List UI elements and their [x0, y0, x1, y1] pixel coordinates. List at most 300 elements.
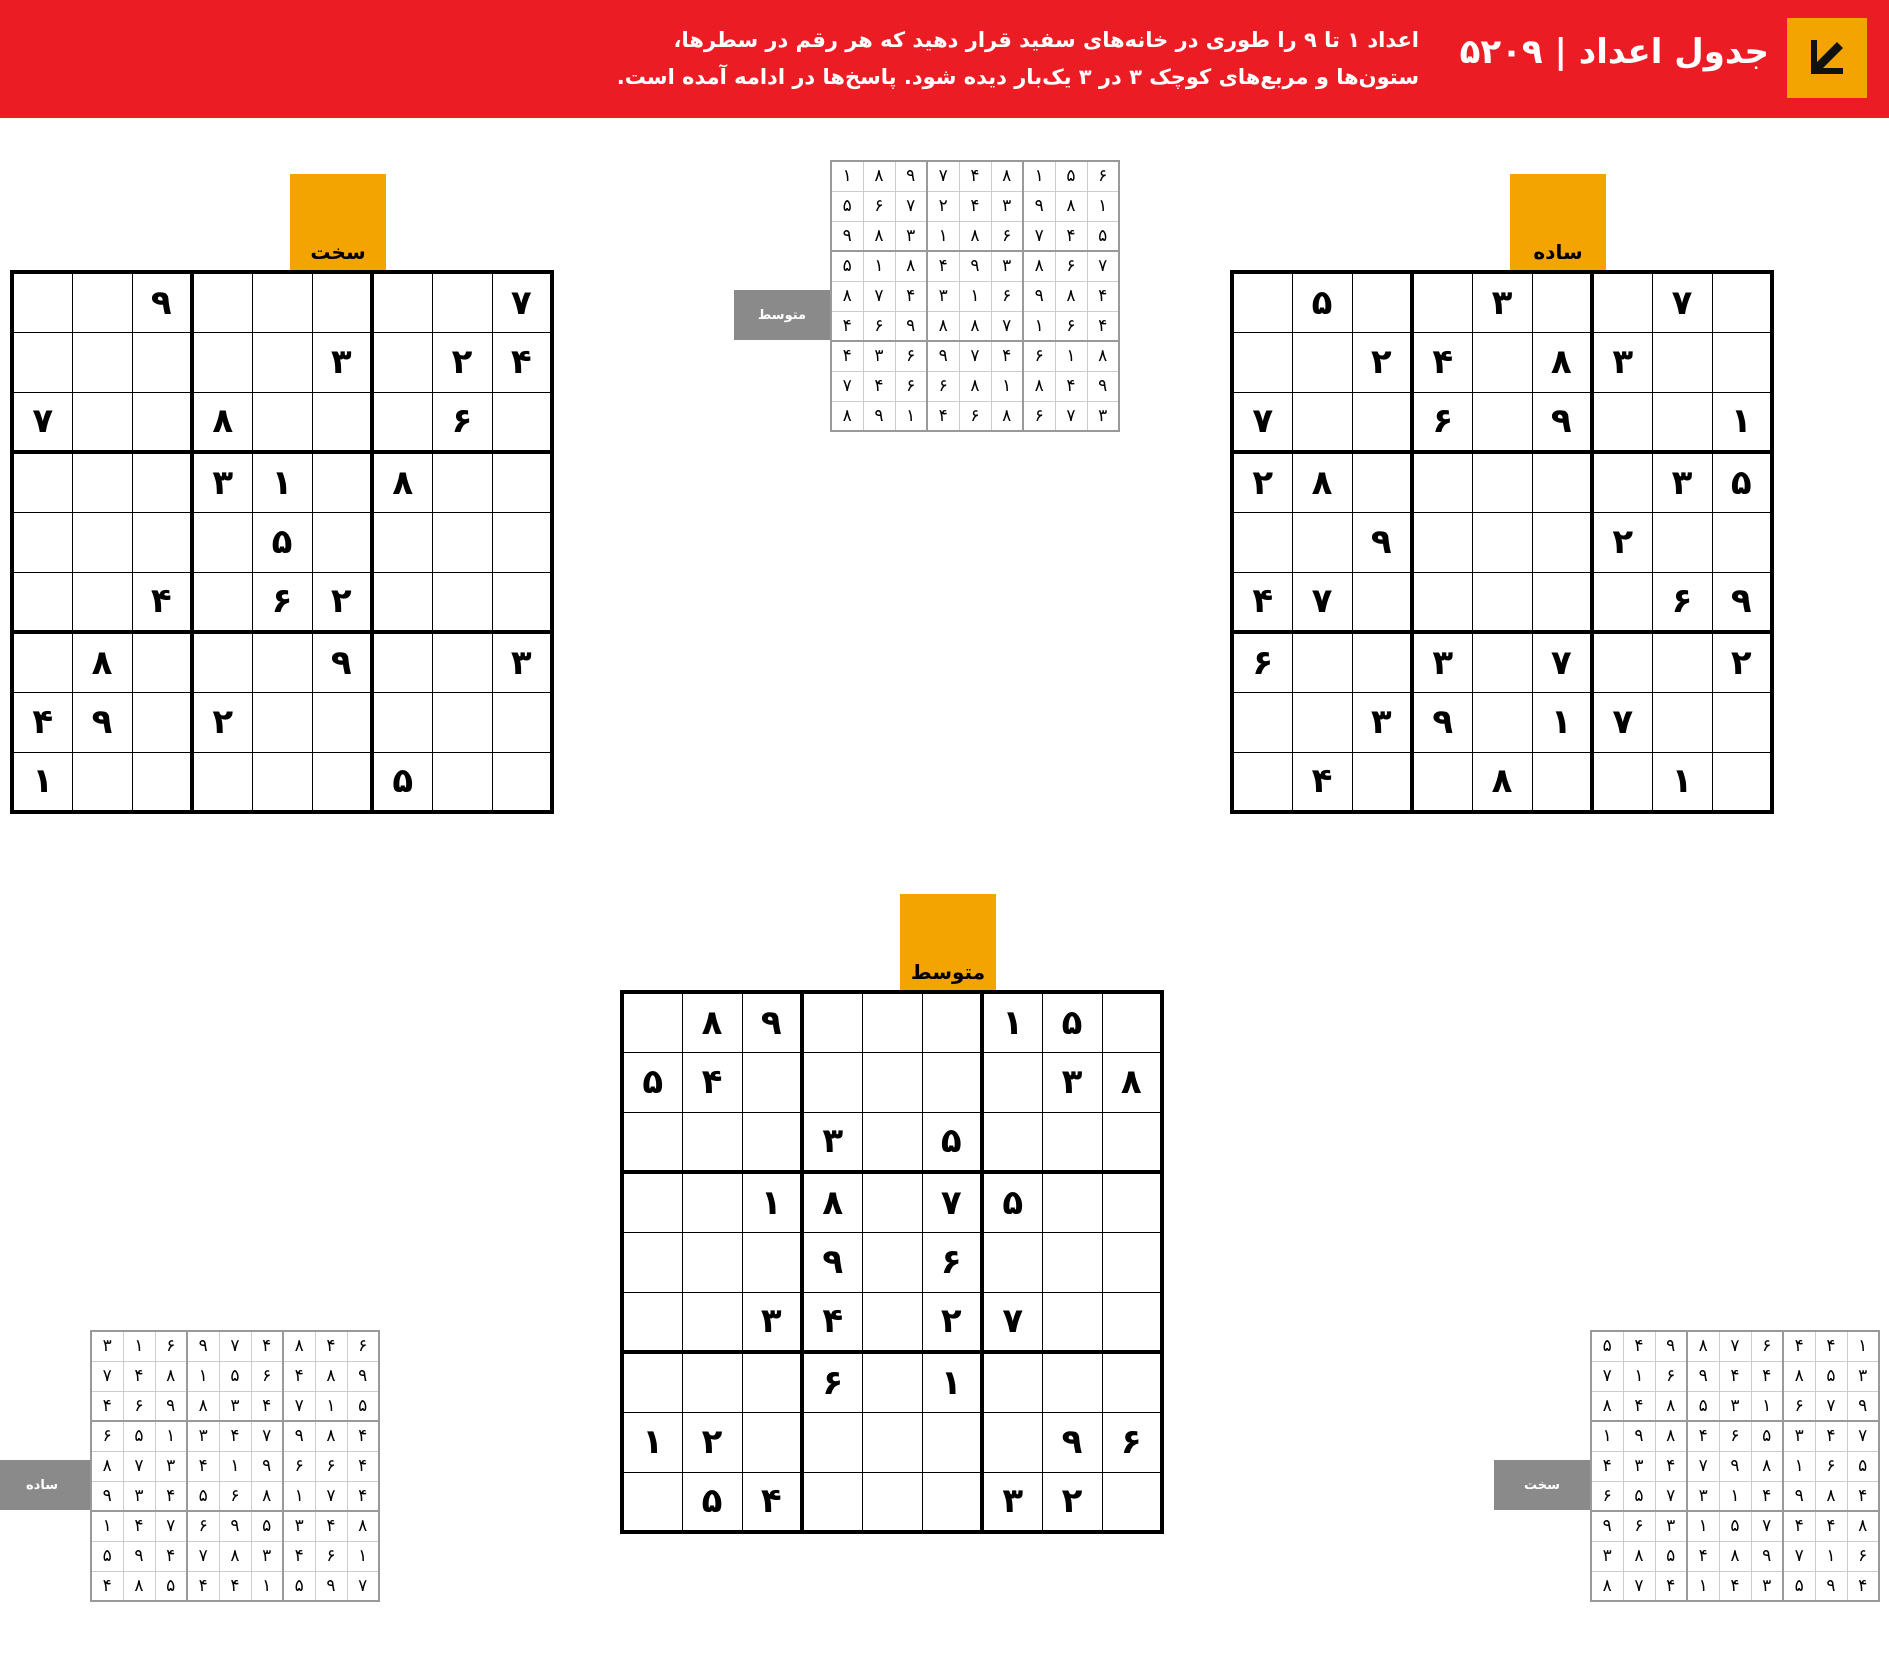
puzzle-cell[interactable] — [1532, 272, 1592, 332]
puzzle-cell[interactable] — [192, 332, 252, 392]
puzzle-cell[interactable] — [72, 452, 132, 512]
puzzle-cell[interactable]: ۶ — [1232, 632, 1292, 692]
puzzle-cell[interactable] — [862, 1232, 922, 1292]
puzzle-cell[interactable]: ۱ — [1652, 752, 1712, 812]
puzzle-cell[interactable] — [252, 272, 312, 332]
solution-cell: ۴ — [831, 341, 863, 371]
sudoku-grid-easy[interactable] — [1230, 270, 1774, 814]
puzzle-cell[interactable] — [1712, 752, 1772, 812]
puzzle-cell[interactable] — [742, 1232, 802, 1292]
sudoku-grid-medium[interactable] — [620, 990, 1164, 1534]
puzzle-cell[interactable] — [1532, 572, 1592, 632]
puzzle-cell[interactable]: ۵ — [982, 1172, 1042, 1232]
puzzle-cell[interactable]: ۳ — [492, 632, 552, 692]
puzzle-cell[interactable] — [312, 692, 372, 752]
puzzle-cell[interactable]: ۲ — [1232, 452, 1292, 512]
arrow-logo-icon — [1803, 34, 1851, 82]
solution-cell: ۴ — [155, 1541, 187, 1571]
puzzle-cell[interactable] — [1292, 692, 1352, 752]
puzzle-cell[interactable] — [1232, 332, 1292, 392]
puzzle-cell[interactable]: ۴ — [1292, 752, 1352, 812]
puzzle-cell[interactable]: ۸ — [192, 392, 252, 452]
puzzle-cell[interactable]: ۲ — [922, 1292, 982, 1352]
puzzle-cell[interactable] — [1352, 452, 1412, 512]
puzzle-cell[interactable]: ۴ — [492, 332, 552, 392]
solution-cell: ۶ — [1847, 1541, 1879, 1571]
puzzle-cell[interactable] — [192, 512, 252, 572]
puzzle-cell[interactable] — [1102, 992, 1162, 1052]
puzzle-cell[interactable] — [1232, 752, 1292, 812]
puzzle-cell[interactable]: ۱ — [982, 992, 1042, 1052]
puzzle-cell[interactable] — [492, 692, 552, 752]
puzzle-cell[interactable] — [742, 1052, 802, 1112]
puzzle-cell[interactable] — [1232, 692, 1292, 752]
solution-cell: ۹ — [1719, 1451, 1751, 1481]
puzzle-cell[interactable] — [492, 572, 552, 632]
puzzle-cell[interactable] — [72, 752, 132, 812]
puzzle-cell[interactable] — [1472, 632, 1532, 692]
puzzle-cell[interactable] — [72, 332, 132, 392]
puzzle-cell[interactable] — [1712, 692, 1772, 752]
puzzle-cell[interactable] — [312, 752, 372, 812]
solution-cell: ۸ — [991, 161, 1023, 191]
puzzle-cell[interactable] — [1102, 1472, 1162, 1532]
puzzle-cell[interactable] — [1232, 512, 1292, 572]
puzzle-cell[interactable] — [862, 992, 922, 1052]
solution-cell: ۷ — [1655, 1481, 1687, 1511]
puzzle-cell[interactable]: ۹ — [1712, 572, 1772, 632]
puzzle-cell[interactable] — [72, 572, 132, 632]
puzzle-cell[interactable] — [1592, 752, 1652, 812]
puzzle-cell[interactable] — [12, 512, 72, 572]
solution-cell: ۶ — [283, 1451, 315, 1481]
puzzle-cell[interactable] — [862, 1172, 922, 1232]
puzzle-cell[interactable] — [862, 1412, 922, 1472]
puzzle-cell[interactable] — [742, 1112, 802, 1172]
puzzle-cell[interactable] — [1652, 392, 1712, 452]
puzzle-cell[interactable] — [1102, 1352, 1162, 1412]
grid-row — [1591, 1391, 1879, 1421]
puzzle-cell[interactable] — [1592, 452, 1652, 512]
puzzle-cell[interactable] — [622, 1292, 682, 1352]
solution-cell: ۴ — [927, 251, 959, 281]
puzzle-cell[interactable]: ۳ — [802, 1112, 862, 1172]
puzzle-cell[interactable]: ۶ — [1652, 572, 1712, 632]
puzzle-cell[interactable]: ۵ — [1042, 992, 1102, 1052]
puzzle-cell[interactable]: ۷ — [1532, 632, 1592, 692]
solution-cell: ۳ — [1751, 1571, 1783, 1601]
solution-cell: ۴ — [283, 1361, 315, 1391]
solution-cell: ۹ — [1623, 1421, 1655, 1451]
solution-cell: ۶ — [895, 371, 927, 401]
puzzle-cell[interactable]: ۲ — [1042, 1472, 1102, 1532]
puzzle-cell[interactable] — [192, 632, 252, 692]
puzzle-cell[interactable] — [1412, 452, 1472, 512]
puzzle-cell[interactable] — [802, 1412, 862, 1472]
puzzle-cell[interactable] — [12, 332, 72, 392]
puzzle-cell[interactable] — [1412, 572, 1472, 632]
puzzle-cell[interactable] — [1102, 1232, 1162, 1292]
puzzle-cell[interactable] — [682, 1172, 742, 1232]
solution-cell: ۵ — [1687, 1391, 1719, 1421]
puzzle-cell[interactable]: ۱ — [1712, 392, 1772, 452]
puzzle-cell[interactable] — [192, 752, 252, 812]
solution-grid-medium — [830, 160, 1120, 432]
puzzle-cell[interactable] — [1712, 272, 1772, 332]
puzzle-cell[interactable]: ۷ — [982, 1292, 1042, 1352]
puzzle-cell[interactable]: ۳ — [312, 332, 372, 392]
puzzle-cell[interactable] — [192, 572, 252, 632]
puzzle-cell[interactable] — [982, 1112, 1042, 1172]
solution-cell: ۴ — [315, 1511, 347, 1541]
puzzle-cell[interactable]: ۷ — [1592, 692, 1652, 752]
puzzle-cell[interactable] — [1712, 512, 1772, 572]
puzzle-cell[interactable] — [372, 332, 432, 392]
puzzle-cell[interactable] — [1472, 392, 1532, 452]
puzzle-cell[interactable] — [1352, 272, 1412, 332]
puzzle-cell[interactable]: ۴ — [802, 1292, 862, 1352]
puzzle-cell[interactable] — [922, 1412, 982, 1472]
puzzle-cell[interactable]: ۵ — [1292, 272, 1352, 332]
puzzle-cell[interactable] — [192, 272, 252, 332]
puzzle-cell[interactable] — [742, 1352, 802, 1412]
puzzle-cell[interactable] — [1352, 572, 1412, 632]
puzzle-cell[interactable]: ۹ — [1412, 692, 1472, 752]
puzzle-cell[interactable] — [372, 392, 432, 452]
solution-cell: ۸ — [959, 221, 991, 251]
puzzle-cell[interactable]: ۱ — [622, 1412, 682, 1472]
puzzle-cell[interactable] — [432, 452, 492, 512]
puzzle-cell[interactable] — [742, 1412, 802, 1472]
grid-row — [1591, 1541, 1879, 1571]
puzzle-cell[interactable]: ۷ — [1652, 272, 1712, 332]
puzzle-cell[interactable] — [1042, 1232, 1102, 1292]
solution-cell: ۸ — [1591, 1391, 1623, 1421]
puzzle-cell[interactable]: ۳ — [1592, 332, 1652, 392]
solution-cell: ۳ — [1655, 1511, 1687, 1541]
puzzle-cell[interactable] — [492, 752, 552, 812]
solution-cell: ۴ — [1719, 1571, 1751, 1601]
puzzle-cell[interactable]: ۶ — [922, 1232, 982, 1292]
puzzle-cell[interactable] — [1652, 332, 1712, 392]
puzzle-cell[interactable] — [72, 392, 132, 452]
puzzle-cell[interactable] — [132, 692, 192, 752]
puzzle-cell[interactable] — [252, 332, 312, 392]
puzzle-cell[interactable] — [432, 752, 492, 812]
puzzle-cell[interactable] — [862, 1292, 922, 1352]
puzzle-cell[interactable]: ۶ — [1412, 392, 1472, 452]
solution-cell: ۳ — [1783, 1421, 1815, 1451]
puzzle-cell[interactable] — [432, 272, 492, 332]
puzzle-cell[interactable] — [682, 1112, 742, 1172]
puzzle-cell[interactable]: ۶ — [1102, 1412, 1162, 1472]
puzzle-cell[interactable] — [1352, 752, 1412, 812]
puzzle-cell[interactable] — [432, 692, 492, 752]
puzzle-cell[interactable]: ۱ — [1532, 692, 1592, 752]
puzzle-cell[interactable]: ۹ — [1042, 1412, 1102, 1472]
solution-cell: ۸ — [251, 1481, 283, 1511]
solution-cell: ۱ — [251, 1571, 283, 1601]
puzzle-cell[interactable]: ۹ — [1532, 392, 1592, 452]
puzzle-cell[interactable]: ۲ — [1592, 512, 1652, 572]
puzzle-cell[interactable] — [432, 632, 492, 692]
puzzle-cell[interactable] — [12, 452, 72, 512]
puzzle-cell[interactable]: ۸ — [372, 452, 432, 512]
puzzle-cell[interactable] — [682, 1352, 742, 1412]
puzzle-cell[interactable]: ۷ — [12, 392, 72, 452]
puzzle-cell[interactable]: ۸ — [1532, 332, 1592, 392]
solution-cell: ۹ — [155, 1391, 187, 1421]
puzzle-cell[interactable]: ۱ — [252, 452, 312, 512]
puzzle-cell[interactable] — [982, 1352, 1042, 1412]
puzzle-cell[interactable]: ۹ — [742, 992, 802, 1052]
puzzle-cell[interactable]: ۲ — [312, 572, 372, 632]
puzzle-cell[interactable]: ۸ — [72, 632, 132, 692]
puzzle-cell[interactable]: ۲ — [1712, 632, 1772, 692]
solution-cell: ۶ — [1023, 341, 1055, 371]
puzzle-cell[interactable]: ۵ — [922, 1112, 982, 1172]
puzzle-cell[interactable] — [622, 1172, 682, 1232]
sudoku-grid-hard[interactable] — [10, 270, 554, 814]
solution-cell: ۹ — [1751, 1541, 1783, 1571]
puzzle-cell[interactable]: ۸ — [1472, 752, 1532, 812]
puzzle-cell[interactable] — [1592, 572, 1652, 632]
puzzle-cell[interactable]: ۲ — [682, 1412, 742, 1472]
puzzle-cell[interactable] — [1232, 272, 1292, 332]
puzzle-cell[interactable]: ۷ — [1292, 572, 1352, 632]
solution-cell: ۶ — [1591, 1481, 1623, 1511]
puzzle-cell[interactable] — [1042, 1352, 1102, 1412]
solution-cell: ۱ — [315, 1391, 347, 1421]
puzzle-cell[interactable] — [1472, 332, 1532, 392]
puzzle-cell[interactable]: ۸ — [1292, 452, 1352, 512]
puzzle-cell[interactable] — [1292, 512, 1352, 572]
puzzle-cell[interactable]: ۳ — [1042, 1052, 1102, 1112]
puzzle-cell[interactable]: ۳ — [1352, 692, 1412, 752]
puzzle-cell[interactable] — [72, 512, 132, 572]
solution-cell: ۴ — [219, 1421, 251, 1451]
puzzle-cell[interactable]: ۹ — [72, 692, 132, 752]
puzzle-cell[interactable] — [252, 692, 312, 752]
puzzle-cell[interactable] — [1292, 332, 1352, 392]
puzzle-cell[interactable] — [862, 1112, 922, 1172]
puzzle-cell[interactable] — [622, 1352, 682, 1412]
puzzle-cell[interactable] — [492, 392, 552, 452]
puzzle-cell[interactable] — [492, 512, 552, 572]
grid-row — [831, 191, 1119, 221]
puzzle-cell[interactable]: ۴ — [682, 1052, 742, 1112]
puzzle-cell[interactable] — [72, 272, 132, 332]
puzzle-cell[interactable]: ۹ — [802, 1232, 862, 1292]
puzzle-cell[interactable]: ۴ — [12, 692, 72, 752]
puzzle-cell[interactable] — [1412, 512, 1472, 572]
puzzle-cell[interactable] — [12, 572, 72, 632]
puzzle-cell[interactable] — [1532, 452, 1592, 512]
puzzle-cell[interactable] — [372, 512, 432, 572]
puzzle-cell[interactable]: ۴ — [1232, 572, 1292, 632]
solution-cell: ۳ — [251, 1541, 283, 1571]
puzzle-cell[interactable] — [1532, 752, 1592, 812]
puzzle-cell[interactable] — [12, 632, 72, 692]
puzzle-cell[interactable]: ۳ — [1412, 632, 1472, 692]
puzzle-cell[interactable] — [1652, 512, 1712, 572]
puzzle-cell[interactable]: ۲ — [432, 332, 492, 392]
puzzle-cell[interactable] — [312, 392, 372, 452]
solution-cell: ۵ — [1751, 1421, 1783, 1451]
puzzle-cell[interactable]: ۴ — [742, 1472, 802, 1532]
puzzle-cell[interactable]: ۸ — [802, 1172, 862, 1232]
puzzle-cell[interactable] — [1652, 632, 1712, 692]
puzzle-cell[interactable]: ۷ — [492, 272, 552, 332]
puzzle-cell[interactable] — [1652, 692, 1712, 752]
puzzle-cell[interactable] — [432, 572, 492, 632]
puzzle-cell[interactable] — [982, 1052, 1042, 1112]
solution-cell: ۱ — [1719, 1481, 1751, 1511]
puzzle-cell[interactable] — [1592, 272, 1652, 332]
puzzle-cell[interactable]: ۵ — [372, 752, 432, 812]
puzzle-cell[interactable] — [1592, 632, 1652, 692]
puzzle-cell[interactable]: ۶ — [802, 1352, 862, 1412]
puzzle-cell[interactable] — [312, 512, 372, 572]
puzzle-cell[interactable] — [132, 632, 192, 692]
puzzle-cell[interactable] — [1042, 1112, 1102, 1172]
puzzle-cell[interactable]: ۵ — [622, 1052, 682, 1112]
puzzle-cell[interactable]: ۲ — [1352, 332, 1412, 392]
puzzle-cell[interactable] — [622, 1472, 682, 1532]
puzzle-cell[interactable] — [252, 392, 312, 452]
puzzle-cell[interactable] — [492, 452, 552, 512]
puzzle-cell[interactable] — [1292, 632, 1352, 692]
puzzle-cell[interactable] — [862, 1472, 922, 1532]
puzzle-cell[interactable]: ۸ — [1102, 1052, 1162, 1112]
puzzle-cell[interactable] — [1102, 1112, 1162, 1172]
puzzle-cell[interactable] — [132, 332, 192, 392]
solution-cell: ۶ — [315, 1451, 347, 1481]
puzzle-cell[interactable]: ۹ — [132, 272, 192, 332]
puzzle-cell[interactable]: ۳ — [742, 1292, 802, 1352]
puzzle-cell[interactable] — [1472, 692, 1532, 752]
solution-cell: ۳ — [927, 281, 959, 311]
puzzle-cell[interactable]: ۳ — [1652, 452, 1712, 512]
puzzle-cell[interactable] — [922, 992, 982, 1052]
solution-cell: ۸ — [1591, 1571, 1623, 1601]
puzzle-cell[interactable]: ۵ — [1712, 452, 1772, 512]
puzzle-cell[interactable] — [862, 1352, 922, 1412]
puzzle-cell[interactable]: ۱ — [922, 1352, 982, 1412]
puzzle-cell[interactable] — [132, 752, 192, 812]
puzzle-cell[interactable] — [682, 1232, 742, 1292]
puzzle-cell[interactable] — [1042, 1292, 1102, 1352]
puzzle-cell[interactable]: ۳ — [1472, 272, 1532, 332]
puzzle-cell[interactable] — [922, 1052, 982, 1112]
puzzle-cell[interactable] — [922, 1472, 982, 1532]
solution-cell: ۱ — [1023, 311, 1055, 341]
puzzle-cell[interactable] — [1472, 512, 1532, 572]
puzzle-cell[interactable] — [372, 632, 432, 692]
solution-cell: ۴ — [1815, 1331, 1847, 1361]
puzzle-cell[interactable] — [982, 1232, 1042, 1292]
puzzle-cell[interactable] — [132, 512, 192, 572]
solution-cell: ۶ — [347, 1331, 379, 1361]
puzzle-cell[interactable] — [1532, 512, 1592, 572]
puzzle-cell[interactable] — [622, 992, 682, 1052]
puzzle-cell[interactable] — [132, 392, 192, 452]
puzzle-cell[interactable]: ۶ — [432, 392, 492, 452]
puzzle-cell[interactable] — [1292, 392, 1352, 452]
puzzle-cell[interactable] — [982, 1412, 1042, 1472]
puzzle-cell[interactable] — [312, 272, 372, 332]
puzzle-cell[interactable]: ۶ — [252, 572, 312, 632]
puzzle-cell[interactable] — [1102, 1172, 1162, 1232]
puzzle-cell[interactable] — [802, 1052, 862, 1112]
puzzle-cell[interactable]: ۸ — [682, 992, 742, 1052]
puzzle-cell[interactable]: ۱ — [12, 752, 72, 812]
solution-cell: ۴ — [1847, 1571, 1879, 1601]
solution-cell: ۹ — [927, 341, 959, 371]
puzzle-cell[interactable] — [802, 992, 862, 1052]
puzzle-cell[interactable] — [1042, 1172, 1102, 1232]
puzzle-cell[interactable] — [372, 272, 432, 332]
puzzle-cell[interactable] — [12, 272, 72, 332]
puzzle-cell[interactable] — [1352, 392, 1412, 452]
solution-cell: ۲ — [927, 191, 959, 221]
puzzle-cell[interactable] — [1472, 572, 1532, 632]
solution-cell: ۵ — [251, 1511, 283, 1541]
puzzle-cell[interactable] — [372, 692, 432, 752]
puzzle-cell[interactable]: ۳ — [192, 452, 252, 512]
puzzle-cell[interactable] — [802, 1472, 862, 1532]
puzzle-cell[interactable]: ۴ — [1412, 332, 1472, 392]
puzzle-cell[interactable] — [1592, 392, 1652, 452]
puzzle-cell[interactable]: ۴ — [132, 572, 192, 632]
puzzle-cell[interactable]: ۹ — [312, 632, 372, 692]
solution-cell: ۳ — [187, 1421, 219, 1451]
puzzle-cell[interactable] — [622, 1112, 682, 1172]
puzzle-cell[interactable]: ۲ — [192, 692, 252, 752]
puzzle-cell[interactable]: ۷ — [922, 1172, 982, 1232]
solution-cell: ۳ — [991, 191, 1023, 221]
solution-cell: ۷ — [1751, 1511, 1783, 1541]
grid-row — [831, 401, 1119, 431]
grid-row — [831, 221, 1119, 251]
puzzle-cell[interactable] — [1102, 1292, 1162, 1352]
puzzle-cell[interactable] — [682, 1292, 742, 1352]
solution-cell: ۳ — [895, 221, 927, 251]
puzzle-cell[interactable] — [862, 1052, 922, 1112]
puzzle-cell[interactable] — [1412, 272, 1472, 332]
puzzle-cell[interactable] — [1712, 332, 1772, 392]
puzzle-cell[interactable] — [252, 632, 312, 692]
puzzle-cell[interactable]: ۳ — [982, 1472, 1042, 1532]
puzzle-cell[interactable] — [1352, 632, 1412, 692]
puzzle-cell[interactable]: ۱ — [742, 1172, 802, 1232]
puzzle-cell[interactable] — [132, 452, 192, 512]
puzzle-cell[interactable]: ۵ — [682, 1472, 742, 1532]
solution-cell: ۹ — [251, 1451, 283, 1481]
puzzle-cell[interactable] — [312, 452, 372, 512]
puzzle-cell[interactable]: ۹ — [1352, 512, 1412, 572]
puzzle-cell[interactable] — [622, 1232, 682, 1292]
solution-cell: ۷ — [315, 1481, 347, 1511]
puzzle-cell[interactable] — [1412, 752, 1472, 812]
puzzle-cell[interactable] — [1472, 452, 1532, 512]
puzzle-cell[interactable] — [252, 752, 312, 812]
solution-cell: ۵ — [1655, 1541, 1687, 1571]
puzzle-cell[interactable]: ۷ — [1232, 392, 1292, 452]
puzzle-cell[interactable] — [372, 572, 432, 632]
puzzle-cell[interactable] — [432, 512, 492, 572]
puzzle-cell[interactable]: ۵ — [252, 512, 312, 572]
